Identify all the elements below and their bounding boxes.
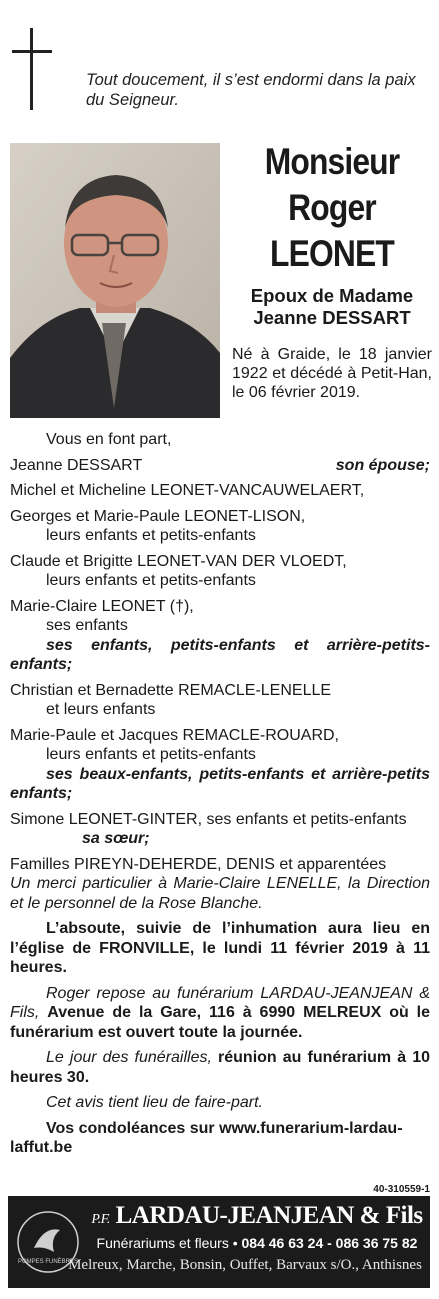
family-role: son épouse; — [335, 456, 430, 474]
family-list — [10, 430, 430, 1158]
family-subentry: et leurs enfants — [46, 701, 156, 718]
spouse-line1: Epoux de Madame — [250, 285, 414, 306]
spouse-line2: Jeanne DESSART — [253, 307, 411, 328]
family-entry: Marie-Paule et Jacques REMACLE-ROUARD, — [10, 726, 339, 744]
family-entry: Claude et Brigitte LEONET-VAN DER VLOEDT, — [10, 552, 347, 570]
family-entry: Familles PIREYN-DEHERDE, DENIS et apparentées — [10, 855, 387, 873]
reference-number: 40-310559-1 — [373, 1184, 430, 1195]
title-monsieur: Monsieur — [264, 141, 400, 182]
family-subentry: ses enfants — [46, 617, 128, 634]
family-subentry: leurs enfants et petits-enfants — [46, 746, 256, 763]
company-name: LARDAU-JEANJEAN & Fils — [115, 1202, 423, 1229]
family-entry: Christian et Bernadette REMACLE-LENELLE — [10, 681, 332, 699]
family-name: Jeanne DESSART — [10, 456, 143, 474]
family-subentry: leurs enfants et petits-enfants — [46, 572, 256, 589]
phone-numbers: 084 46 63 24 - 086 36 75 82 — [241, 1235, 418, 1251]
family-role: ses beaux-enfants, petits-enfants et arrière-petits enfants; — [10, 765, 430, 802]
reunion-bold: réunion au funérarium à 10 heures 30. — [10, 1049, 430, 1086]
logo-text: POMPES FUNÈBRES — [17, 1259, 79, 1265]
ceremony-text: L’absoute, suivie de l’inhumation aura lieu en l’église de FRONVILLE, le lundi 11 février 2019 à 11 heures. — [10, 920, 430, 976]
family-role: sa sœur; — [82, 830, 150, 847]
intro-text: Tout doucement, il s’est endormi dans la paix du Seigneur. — [86, 71, 416, 109]
announce-text: Vous en font part, — [46, 431, 172, 448]
birth-death-text: Né à Graide, le 18 janvier 1922 et décédé à Petit-Han, le 06 février 2019. — [232, 346, 432, 401]
thanks-text: Un merci particulier à Marie-Claire LENELLE, la Direction et le personnel de la Rose Blanche. — [10, 875, 430, 912]
reunion-plain: Le jour des funérailles, — [46, 1049, 212, 1066]
family-entry: Simone LEONET-GINTER, ses enfants et petits-enfants — [10, 810, 407, 828]
funeral-home-locations: Melreux, Marche, Bonsin, Ouffet, Barvaux s/O., Anthisnes — [68, 1257, 422, 1273]
repose-plain: Roger repose au funérarium LARDAU-JEANJEAN & Fils, — [10, 984, 430, 1021]
repose-bold: Avenue de la Gare, 116 à 6990 MELREUX où le funérarium est ouvert toute la journée. — [10, 1004, 431, 1041]
portrait-illustration — [10, 143, 220, 418]
family-role: ses enfants, petits-enfants et arrière-petits-enfants; — [10, 636, 430, 673]
funeral-home-name — [88, 1201, 426, 1235]
cross-icon — [12, 28, 52, 110]
condolences-text: Vos condoléances sur www.funerarium-lardau-laffut.be — [10, 1119, 403, 1156]
family-subentry: leurs enfants et petits-enfants — [46, 527, 256, 544]
funeral-home-banner — [8, 1196, 430, 1288]
spouse-block — [232, 285, 432, 329]
family-entry — [10, 456, 430, 476]
family-entry: Georges et Marie-Paule LEONET-LISON, — [10, 507, 306, 525]
portrait-photo — [10, 143, 220, 418]
faire-part-text: Cet avis tient lieu de faire-part. — [46, 1094, 263, 1111]
family-entry: Michel et Micheline LEONET-VANCAUWELAERT, — [10, 482, 365, 499]
funeral-home-contact — [88, 1234, 426, 1252]
title-last-name: LEONET — [270, 233, 394, 274]
title-first-name: Roger — [288, 187, 376, 228]
repose-text — [10, 984, 430, 1043]
services-text: Funérariums et fleurs • — [96, 1235, 238, 1251]
family-entry: Marie-Claire LEONET (†), — [10, 597, 194, 615]
deceased-name — [246, 139, 418, 277]
reunion-text — [10, 1048, 430, 1087]
company-prefix: P.F. — [91, 1212, 110, 1227]
